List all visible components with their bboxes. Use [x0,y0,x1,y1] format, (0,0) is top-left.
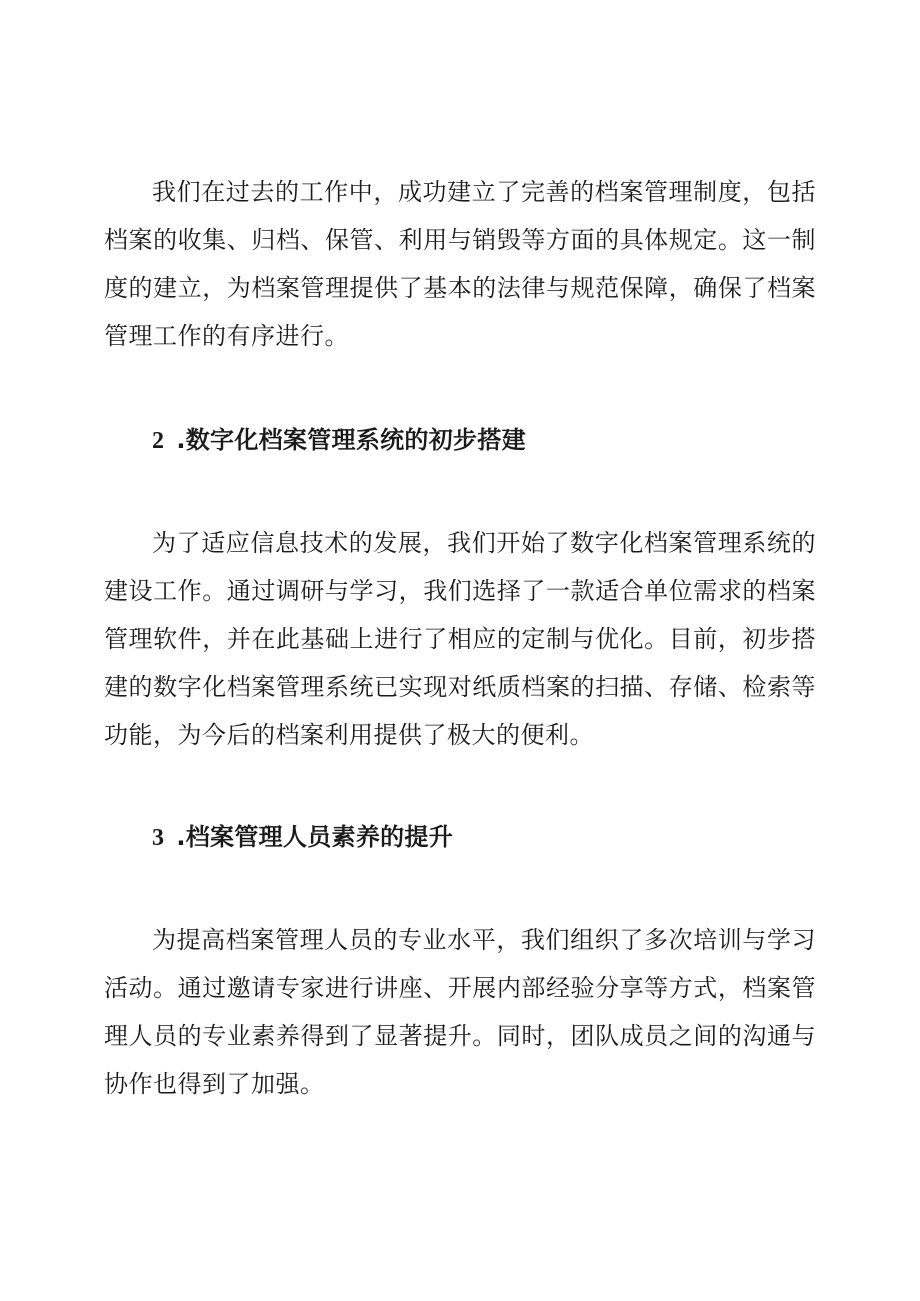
paragraph-staff-quality: 为提高档案管理人员的专业水平，我们组织了多次培训与学习活动。通过邀请专家进行讲座、开展内部经验分享等方式，档案管理人员的专业素养得到了显著提升。同时，团队成员之间的沟通与协作也得到了加强。 [104,926,816,1098]
paragraph-archive-system: 我们在过去的工作中，成功建立了完善的档案管理制度，包括档案的收集、归档、保管、利用与销毁等方面的具体规定。这一制度的建立，为档案管理提供了基本的法律与规范保障，确保了档案管理工作的有序进行。 [104,178,816,350]
document-body [104,168,816,1108]
section-heading-staff-quality [104,817,816,858]
section-number: 3 [152,825,165,851]
paragraph-digital-system: 为了适应信息技术的发展，我们开始了数字化档案管理系统的建设工作。通过调研与学习，我们选择了一款适合单位需求的档案管理软件，并在此基础上进行了相应的定制与优化。目前，初步搭建的数字化档案管理系统已实现对纸质档案的扫描、存储、检索等功能，为今后的档案利用提供了极大的便利。 [104,529,816,749]
section-title: .数字化档案管理系统的初步搭建 [176,426,526,454]
section-title: .档案管理人员素养的提升 [176,823,454,851]
section-heading-digital-system [104,420,816,461]
section-number: 2 [152,428,165,454]
